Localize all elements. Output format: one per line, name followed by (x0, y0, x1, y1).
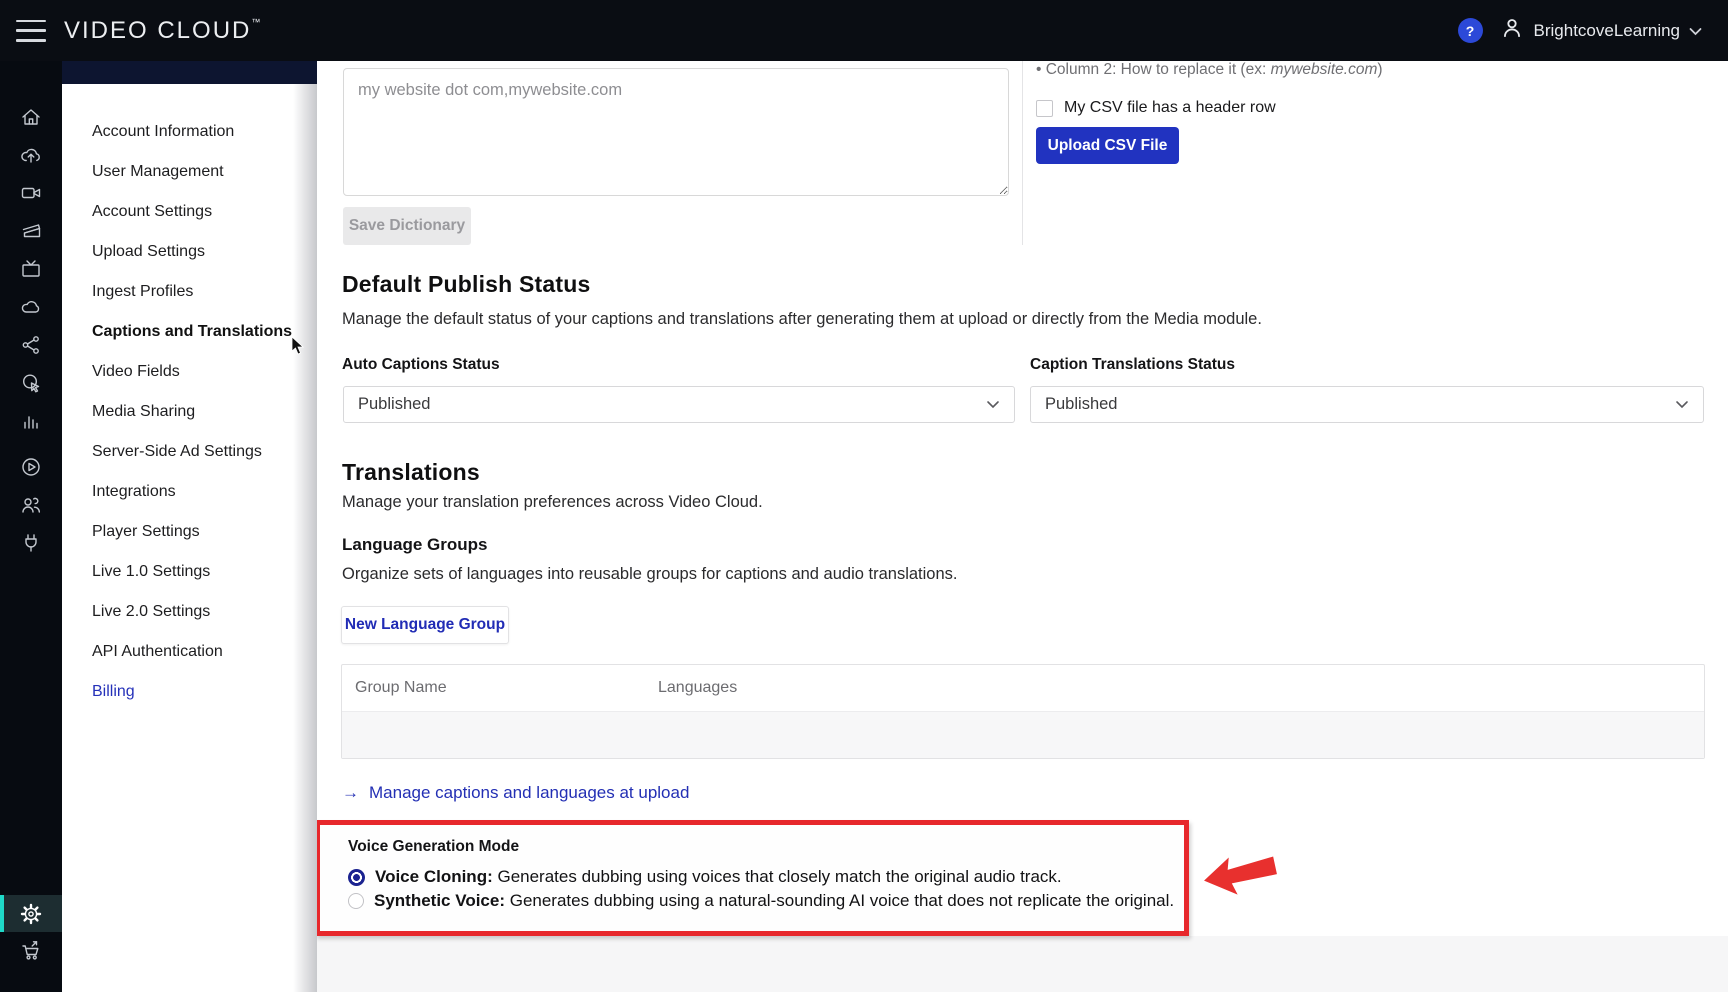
plugin-icon[interactable] (0, 524, 62, 562)
sidebar-item-live-2-settings[interactable]: Live 2.0 Settings (92, 603, 211, 620)
home-icon[interactable] (0, 98, 62, 136)
sidebar-item-billing[interactable]: Billing (92, 683, 135, 700)
tv-icon[interactable] (0, 250, 62, 288)
voice-cloning-radio[interactable] (348, 869, 365, 886)
auto-captions-status-label: Auto Captions Status (342, 356, 500, 373)
top-bar (0, 0, 1728, 61)
voice-cloning-description: Generates dubbing using voices that closely match the original audio track. (492, 867, 1062, 886)
settings-sidebar (62, 61, 317, 992)
new-language-group-button[interactable]: New Language Group (341, 606, 509, 644)
synthetic-voice-description: Generates dubbing using a natural-sounding AI voice that does not replicate the original. (505, 891, 1175, 910)
sidebar-item-captions-and-translations[interactable]: Captions and Translations (92, 323, 293, 340)
chevron-down-icon (986, 395, 1000, 414)
column-header-group-name: Group Name (355, 679, 447, 696)
chevron-down-icon (1689, 21, 1702, 41)
sidebar-item-account-information[interactable]: Account Information (92, 123, 235, 140)
video-cloud-logo: VIDEO CLOUD™ (64, 16, 263, 44)
trademark-symbol: ™ (251, 16, 263, 27)
csv-header-checkbox[interactable] (1036, 100, 1053, 117)
csv-header-checkbox-label: My CSV file has a header row (1064, 99, 1276, 116)
sidebar-item-api-authentication[interactable]: API Authentication (92, 643, 223, 660)
annotation-arrow-left-icon (1199, 847, 1282, 907)
sidebar-item-account-settings[interactable]: Account Settings (92, 203, 213, 220)
play-circle-icon[interactable] (0, 448, 62, 486)
default-publish-status-title: Default Publish Status (342, 271, 591, 297)
help-button[interactable]: ? (1458, 18, 1483, 43)
table-empty-row (342, 712, 1704, 758)
sidebar-item-ingest-profiles[interactable]: Ingest Profiles (92, 283, 194, 300)
user-menu[interactable] (1499, 15, 1702, 46)
auto-captions-status-select[interactable] (343, 386, 1015, 423)
language-groups-table (341, 664, 1705, 759)
caption-translations-status-select[interactable] (1030, 386, 1704, 423)
translations-title: Translations (342, 459, 480, 485)
module-rail (0, 61, 62, 992)
sidebar-item-player-settings[interactable]: Player Settings (92, 523, 200, 540)
save-dictionary-button[interactable]: Save Dictionary (343, 207, 471, 245)
page-bottom-strip (317, 936, 1728, 992)
upload-csv-button[interactable]: Upload CSV File (1036, 127, 1179, 164)
hamburger-menu-icon[interactable] (16, 20, 46, 42)
dictionary-textarea[interactable] (343, 68, 1009, 196)
cloud-upload-icon[interactable] (0, 136, 62, 174)
column-divider (1022, 61, 1023, 245)
default-publish-status-description: Manage the default status of your captions and translations after generating them at upload or directly from the Media module. (342, 310, 1262, 328)
manage-captions-link[interactable] (342, 783, 689, 803)
user-name: BrightcoveLearning (1533, 20, 1680, 40)
voice-generation-mode-title: Voice Generation Mode (348, 838, 520, 855)
table-header-row (342, 665, 1704, 712)
main-content (317, 61, 1728, 992)
sidebar-item-video-fields[interactable]: Video Fields (92, 363, 180, 380)
sidebar-item-live-1-settings[interactable]: Live 1.0 Settings (92, 563, 211, 580)
voice-cloning-option[interactable] (348, 867, 1062, 887)
voice-generation-mode-highlight-box (315, 820, 1189, 936)
auto-captions-status-value: Published (358, 395, 431, 413)
chevron-down-icon (1675, 395, 1689, 414)
language-groups-description: Organize sets of languages into reusable groups for captions and audio translations. (342, 565, 958, 583)
users-icon[interactable] (0, 486, 62, 524)
interactivity-icon[interactable] (0, 364, 62, 402)
voice-cloning-label: Voice Cloning: (375, 867, 493, 886)
settings-gear-icon[interactable] (0, 895, 62, 932)
synthetic-voice-option[interactable] (348, 891, 1174, 911)
synthetic-voice-radio[interactable] (348, 893, 364, 909)
caption-translations-status-value: Published (1045, 395, 1118, 413)
settings-nav (62, 112, 317, 712)
marketplace-cart-icon[interactable] (0, 932, 62, 970)
language-groups-title: Language Groups (342, 535, 488, 554)
analytics-icon[interactable] (0, 402, 62, 440)
column-header-languages: Languages (658, 679, 738, 696)
arrow-right-icon: → (342, 783, 359, 802)
user-avatar-icon (1499, 15, 1525, 46)
sidebar-header-band (62, 61, 317, 84)
sidebar-item-media-sharing[interactable]: Media Sharing (92, 403, 196, 420)
sidebar-item-upload-settings[interactable]: Upload Settings (92, 243, 205, 260)
translations-description: Manage your translation preferences across Video Cloud. (342, 493, 763, 511)
csv-header-checkbox-row[interactable] (1036, 99, 1276, 117)
caption-translations-status-label: Caption Translations Status (1030, 356, 1235, 373)
csv-column2-hint: • Column 2: How to replace it (ex: mywebsite.com) (1036, 61, 1383, 78)
manage-captions-link-label: Manage captions and languages at upload (369, 783, 690, 802)
cloud-icon[interactable] (0, 288, 62, 326)
sidebar-item-user-management[interactable]: User Management (92, 163, 224, 180)
sidebar-item-server-side-ad-settings[interactable]: Server-Side Ad Settings (92, 443, 262, 460)
video-camera-icon[interactable] (0, 174, 62, 212)
synthetic-voice-label: Synthetic Voice: (374, 891, 505, 910)
clapperboard-icon[interactable] (0, 212, 62, 250)
share-icon[interactable] (0, 326, 62, 364)
sidebar-item-integrations[interactable]: Integrations (92, 483, 176, 500)
